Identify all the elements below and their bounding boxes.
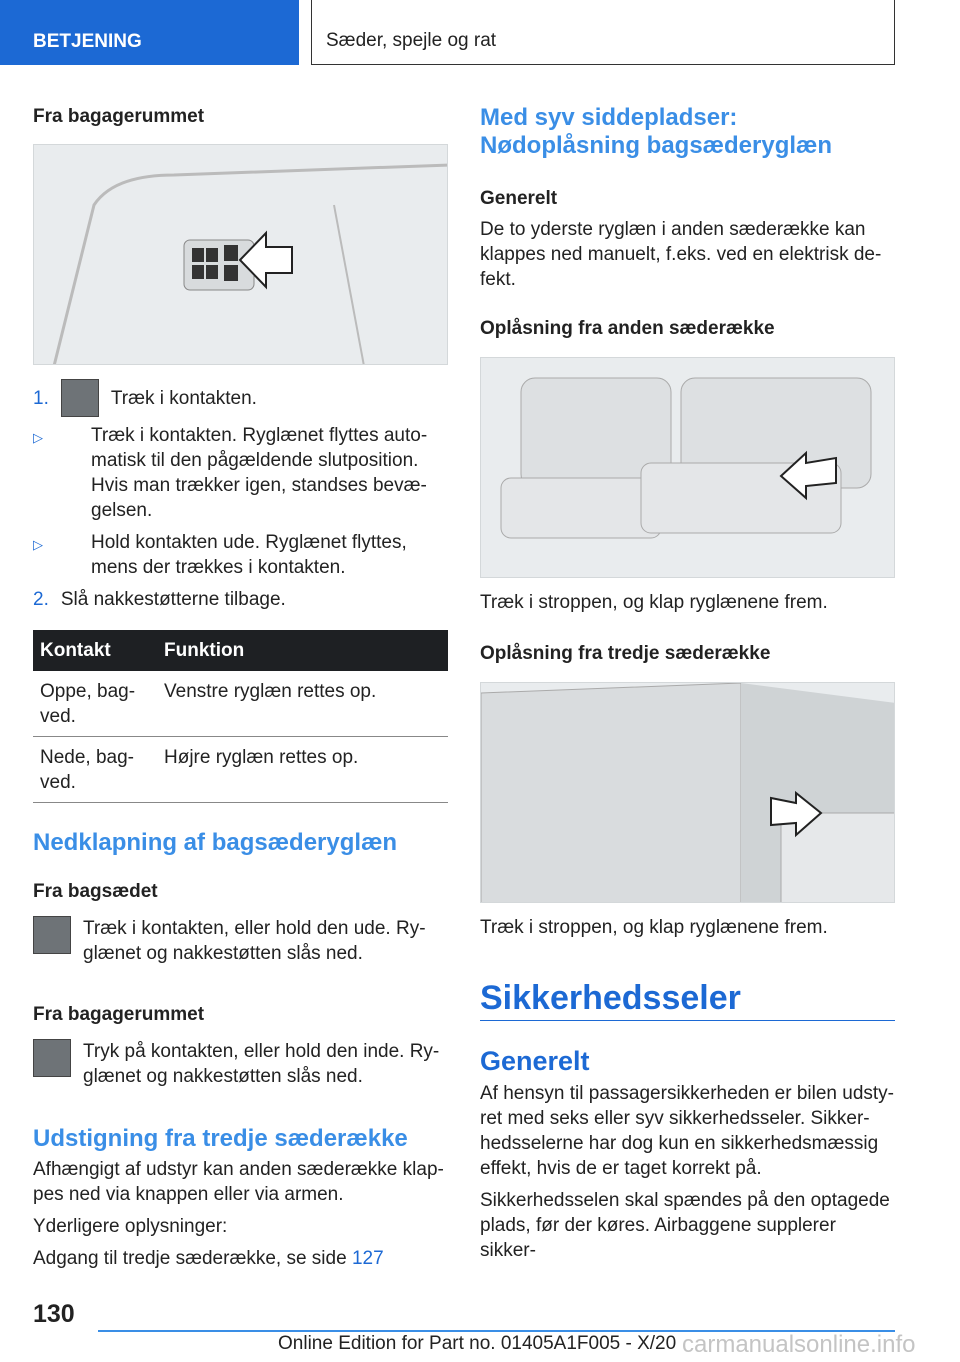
from-seat-block [33,916,448,966]
third-row-image [480,682,895,903]
heading-from-trunk-2: Fra bagagerummet [33,1004,205,1025]
bullet [33,423,448,523]
cell: Venstre ryglæn rettes op. [157,671,448,737]
table-row [33,737,448,803]
trunk-illustration [34,145,448,365]
heading-third-row: Oplåsning fra tredje sæderække [480,643,771,664]
exit-text: Afhængigt af udstyr kan anden sæderække klap-pes ned via knappen eller via armen. [33,1159,444,1205]
heading-general: Generelt [480,188,558,209]
page-link[interactable]: 127 [351,1248,384,1269]
heading-exit: Udstigning fra tredje sæderække [33,1125,408,1152]
right-column [480,104,895,1263]
heading-fold: Nedklapning af bagsæderyglæn [33,829,398,856]
seat-switch-icon [61,379,99,417]
step-number: 1. [33,387,49,409]
triangle-bullet-icon: ▷ [33,537,43,552]
seat-illustration [481,683,895,903]
col-header: Funktion [157,630,448,671]
general-text: De to yderste ryglæn i anden sæderække kan klappes ned manuelt, f.eks. ved en elektrisk de-fekt. [480,219,882,290]
step-2 [33,587,448,612]
from-seat-text: Træk i kontakten, eller hold den ude. Ry-glænet og nakkestøtten slås ned. [83,918,426,964]
heading-from-trunk: Fra bagagerummet [33,106,205,127]
bullet [33,530,448,580]
access-text: Adgang til tredje sæderække, se side [33,1248,352,1269]
from-trunk-block [33,1039,448,1089]
second-row-image [480,357,895,578]
heading-second-row: Oplåsning fra anden sæderække [480,318,775,339]
cell: Højre ryglæn rettes op. [157,737,448,803]
chapter-title: Sæder, spejle og rat [311,0,895,65]
page-number: 130 [33,1300,75,1328]
seat-switch-icon [33,916,71,954]
section-tab: BETJENING [0,0,299,65]
step-1 [33,379,448,417]
from-trunk-text: Tryk på kontakten, eller hold den inde. Ry-glænet og nakkestøtten slås ned. [83,1041,440,1087]
belts-paragraph: Sikkerhedsselen skal spændes på den optagede plads, før der køres. Airbaggene supplerer sikker- [480,1190,890,1261]
bullet-text: Hold kontakten ude. Ryglænet flyttes, mens der trækkes i kontakten. [91,532,407,578]
step-text: Slå nakkestøtterne tilbage. [60,589,286,610]
seat-switch-icon [33,1039,71,1077]
seat-illustration [481,358,895,578]
table-row [33,671,448,737]
heading-seatbelts: Sikkerhedsseler [480,978,895,1021]
step-text: Træk i kontakten. [110,387,257,409]
belts-paragraph: Af hensyn til passagersikkerheden er bilen udsty-ret med seks eller syv sikkerhedsseler. Sikker-hedsselerne har dog kun en sikkerhedsmæssig effekt, hvis de er taget korrekt på. [480,1083,895,1179]
step-number: 2. [33,589,49,610]
caption: Træk i stroppen, og klap ryglænene frem. [480,592,828,613]
heading-seven-seats: Med syv siddepladser: Nødoplåsning bagsæderyglæn [480,104,833,159]
trunk-switch-image [33,144,448,365]
more-info: Yderligere oplysninger: [33,1216,228,1237]
edition-text: Online Edition for Part no. 01405A1F005 - X/20 [278,1333,677,1354]
triangle-bullet-icon: ▷ [33,430,43,445]
cell: Nede, bag-ved. [33,737,157,803]
bullet-text: Træk i kontakten. Ryglænet flyttes auto-matisk til den pågældende slutposition. Hvis man trækker igen, standses bevæ-gelsen. [91,425,428,521]
col-header: Kontakt [33,630,157,671]
left-column [33,104,448,1271]
switch-table [33,630,448,803]
cell: Oppe, bag-ved. [33,671,157,737]
heading-from-seat: Fra bagsædet [33,881,158,902]
watermark: carmanualsonline.info [682,1331,916,1358]
access-line [33,1246,448,1271]
caption: Træk i stroppen, og klap ryglænene frem. [480,917,828,938]
heading-general-2: Generelt [480,1046,590,1076]
